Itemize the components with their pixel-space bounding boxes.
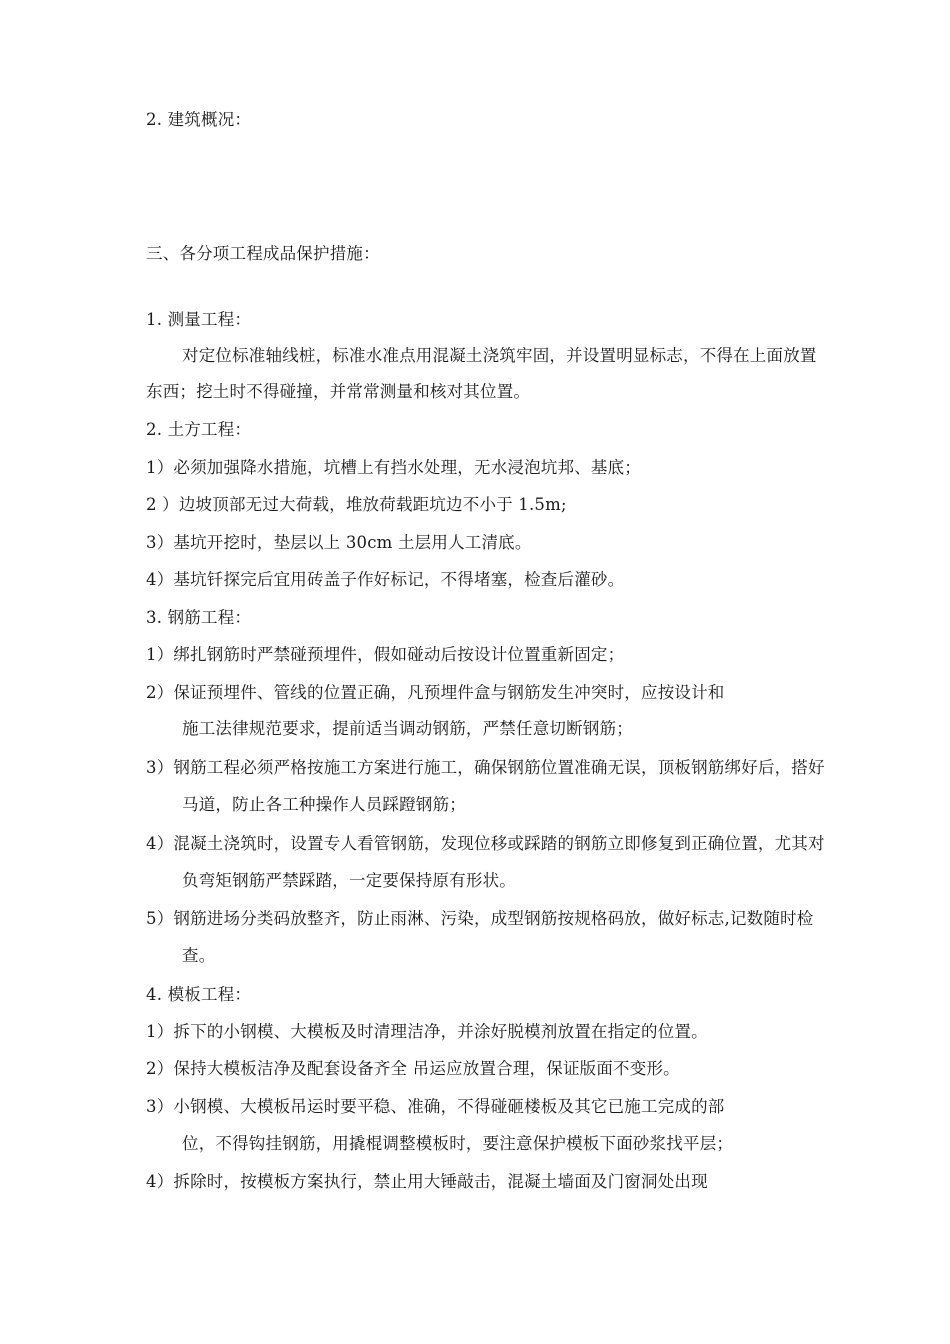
formwork-item-4-line-1: 4）拆除时，按模板方案执行，禁止用大锤敲击，混凝土墙面及门窗洞处出现 xyxy=(146,1172,708,1191)
formwork-item-3-line-1: 3）小钢模、大模板吊运时要平稳、准确，不得碰砸楼板及其它已施工完成的部 xyxy=(146,1097,725,1116)
rebar-item-3-line-1: 3）钢筋工程必须严格按施工方案进行施工，确保钢筋位置准确无误，顶板钢筋绑好后，搭好 xyxy=(146,758,825,777)
section-3-heading: 三、各分项工程成品保护措施： xyxy=(146,244,380,263)
formwork-item-1: 1）拆下的小钢模、大模板及时清理洁净，并涂好脱模剂放置在指定的位置。 xyxy=(146,1022,708,1041)
section-2-heading: 2. 建筑概况： xyxy=(146,110,252,129)
survey-paragraph-line-2: 东西；挖土时不得碰撞，并常常测量和核对其位置。 xyxy=(146,382,531,401)
survey-paragraph-line-1: 对定位标准轴线桩，标准水准点用混凝土浇筑牢固，并设置明显标志，不得在上面放置 xyxy=(182,346,817,365)
earthwork-item-3: 3）基坑开挖时，垫层以上 30cm 土层用人工清底。 xyxy=(146,533,532,552)
rebar-item-2-line-2: 施工法律规范要求，提前适当调动钢筋，严禁任意切断钢筋； xyxy=(182,719,633,738)
formwork-item-2: 2）保持大模板洁净及配套设备齐全 吊运应放置合理，保证版面不变形。 xyxy=(146,1059,680,1078)
earthwork-item-1: 1）必须加强降水措施，坑槽上有挡水处理，无水浸泡坑邦、基底； xyxy=(146,458,641,477)
rebar-item-1: 1）绑扎钢筋时严禁碰预埋件，假如碰动后按设计位置重新固定； xyxy=(146,645,625,664)
formwork-heading: 4. 模板工程： xyxy=(146,985,252,1004)
survey-heading: 1. 测量工程： xyxy=(146,310,252,329)
rebar-item-4-line-2: 负弯矩钢筋严禁踩踏，一定要保持原有形状。 xyxy=(182,871,516,890)
formwork-item-3-line-2: 位，不得钩挂钢筋，用撬棍调整模板时，要注意保护模板下面砂浆找平层； xyxy=(182,1134,734,1153)
rebar-item-4-line-1: 4）混凝土浇筑时，设置专人看管钢筋，发现位移或踩踏的钢筋立即修复到正确位置，尤其对 xyxy=(146,834,825,853)
rebar-item-5-line-2: 查。 xyxy=(182,946,216,965)
rebar-heading: 3. 钢筋工程： xyxy=(146,608,252,627)
earthwork-heading: 2. 土方工程： xyxy=(146,420,252,439)
earthwork-item-2: 2 ）边坡顶部无过大荷载，堆放荷载距坑边不小于 1.5m; xyxy=(146,495,567,514)
rebar-item-2-line-1: 2）保证预埋件、管线的位置正确，凡预埋件盒与钢筋发生冲突时，应按设计和 xyxy=(146,683,725,702)
rebar-item-5-line-1: 5）钢筋进场分类码放整齐，防止雨淋、污染，成型钢筋按规格码放，做好标志,记数随时检 xyxy=(146,909,814,928)
rebar-item-3-line-2: 马道，防止各工种操作人员踩蹬钢筋； xyxy=(182,795,466,814)
earthwork-item-4: 4）基坑钎探完后宜用砖盖子作好标记，不得堵塞，检查后灌砂。 xyxy=(146,570,625,589)
